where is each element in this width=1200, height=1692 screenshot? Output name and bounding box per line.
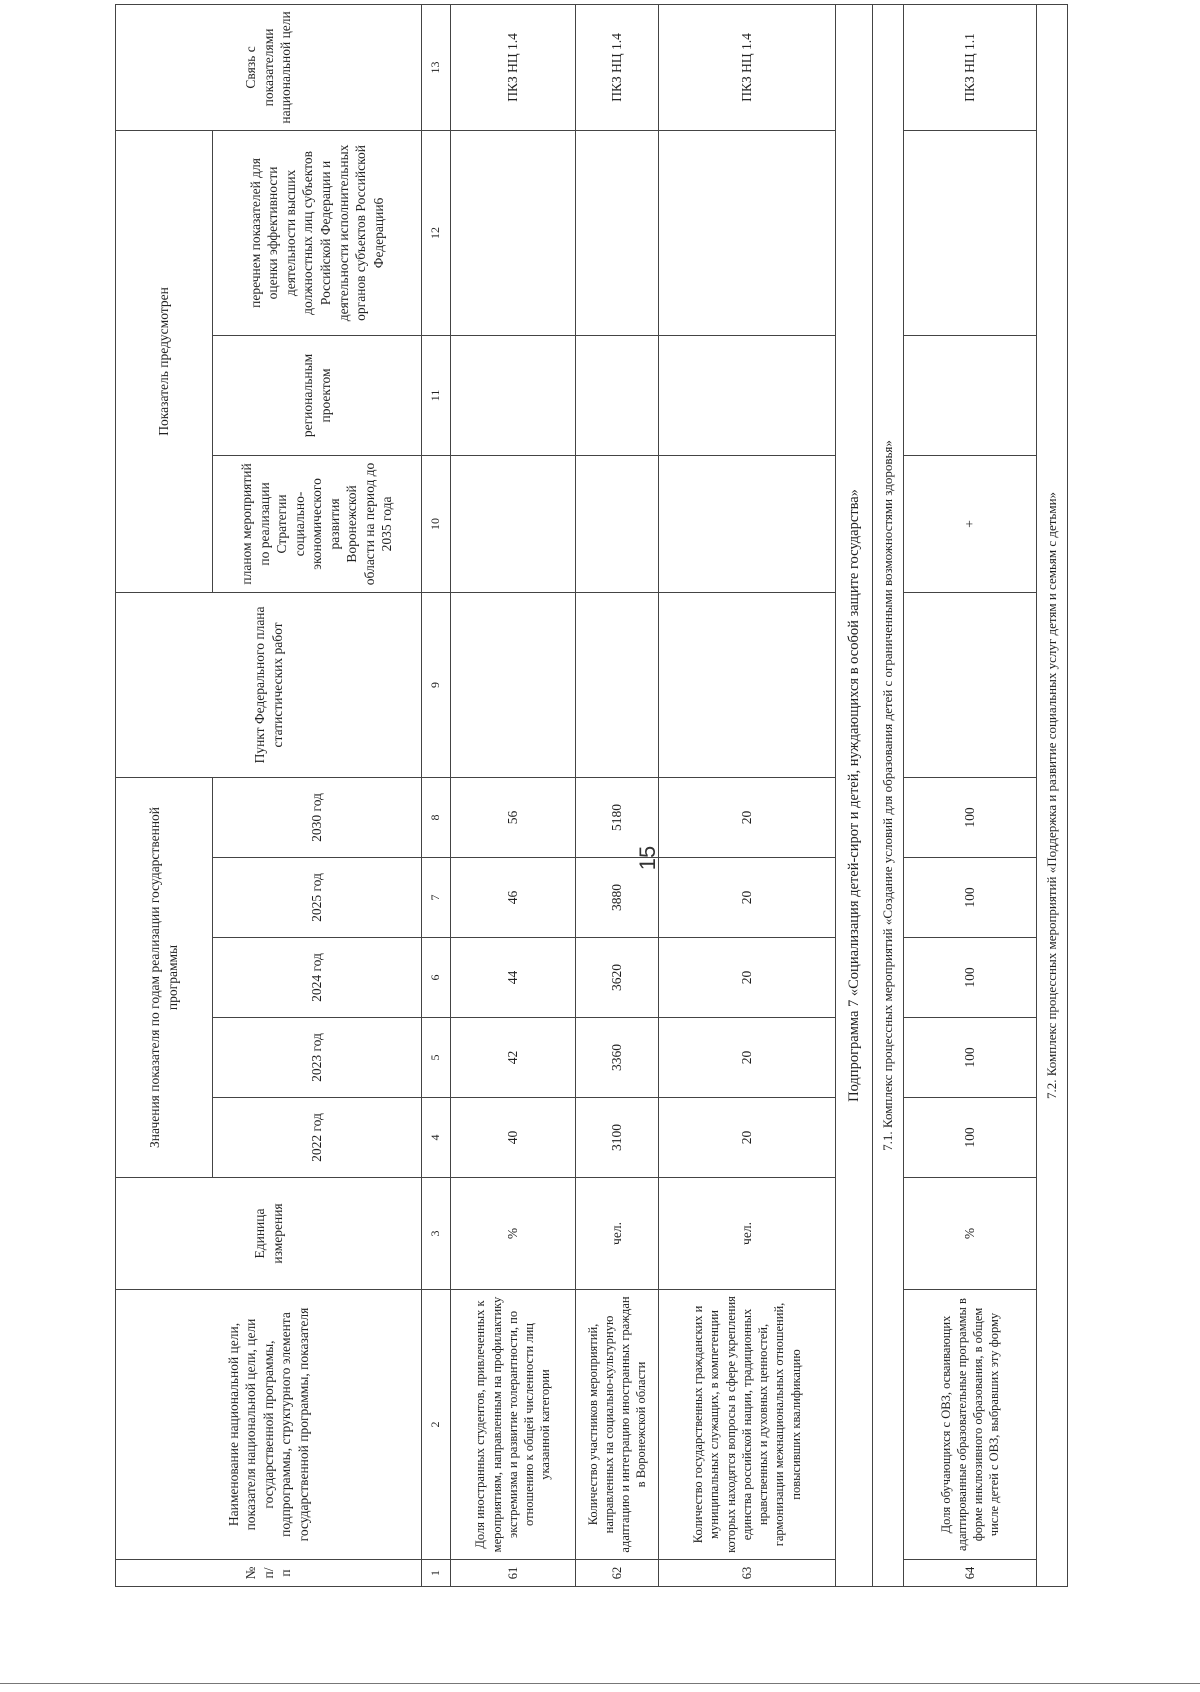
header-num: № п/п bbox=[116, 1560, 422, 1587]
column-number: 6 bbox=[422, 938, 451, 1018]
page-bottom-rule bbox=[0, 1683, 1200, 1684]
header-efficiency-list: перечнем показателей для оценки эффективности деятельности высших должностных лиц субъектов Российской Федерации и деятельности исполнительных органов субъектов Российской Федерации6 bbox=[213, 130, 422, 335]
strategy-plan-cell: + bbox=[904, 455, 1037, 592]
header-strategy-plan: планом мероприятий по реализации Стратегии социально-экономического развития Воронежской области на период до 2035 года bbox=[213, 455, 422, 592]
header-year: 2022 год bbox=[213, 1098, 422, 1178]
subprogram-heading: Подпрограмма 7 «Социализация детей-сирот и детей, нуждающихся в особой защите государства» bbox=[836, 4, 873, 1586]
efficiency-list-cell bbox=[659, 130, 836, 335]
strategy-plan-cell bbox=[576, 455, 659, 592]
strategy-plan-cell bbox=[659, 455, 836, 592]
efficiency-list-cell bbox=[904, 130, 1037, 335]
section-heading: 7.1. Комплекс процессных мероприятий «Создание условий для образования детей с ограниченными возможностями здоровья» bbox=[873, 4, 904, 1586]
fed-plan-cell bbox=[451, 592, 576, 777]
section-7-2-row bbox=[1037, 4, 1068, 1586]
regional-project-cell bbox=[451, 335, 576, 455]
unit-cell: чел. bbox=[576, 1178, 659, 1290]
header-link: Связь с показателями национальной цели bbox=[116, 4, 422, 130]
header-year: 2023 год bbox=[213, 1018, 422, 1098]
value-cell: 56 bbox=[451, 777, 576, 857]
table-row bbox=[576, 4, 659, 1586]
column-number: 11 bbox=[422, 335, 451, 455]
efficiency-list-cell bbox=[576, 130, 659, 335]
header-name: Наименование национальной цели, показателя национальной цели, цели государственной программы, подпрограммы, структурного элемента государственной программы, показателя bbox=[116, 1290, 422, 1560]
header-values-group: Значения показателя по годам реализации государственной программы bbox=[116, 777, 213, 1177]
value-cell: 42 bbox=[451, 1018, 576, 1098]
header-regional-project: региональным проектом bbox=[213, 335, 422, 455]
section-7-1-row bbox=[873, 4, 904, 1586]
fed-plan-cell bbox=[576, 592, 659, 777]
link-cell: ПКЗ НЦ 1.1 bbox=[904, 4, 1037, 130]
value-cell: 20 bbox=[659, 777, 836, 857]
regional-project-cell bbox=[659, 335, 836, 455]
column-number: 12 bbox=[422, 130, 451, 335]
row-number: 63 bbox=[659, 1560, 836, 1587]
table-row bbox=[451, 4, 576, 1586]
table-row bbox=[904, 4, 1037, 1586]
value-cell: 20 bbox=[659, 938, 836, 1018]
value-cell: 3880 bbox=[576, 858, 659, 938]
indicator-name: Количество участников мероприятий, направленных на социально-культурную адаптацию и интеграцию иностранных граждан в Воронежской области bbox=[576, 1290, 659, 1560]
regional-project-cell bbox=[904, 335, 1037, 455]
column-number: 10 bbox=[422, 455, 451, 592]
column-number: 13 bbox=[422, 4, 451, 130]
row-number: 64 bbox=[904, 1560, 1037, 1587]
indicator-name: Доля обучающихся с ОВЗ, осваивающих адаптированные образовательные программы в форме инклюзивного образования, в общем числе детей с ОВЗ, выбравших эту форму bbox=[904, 1290, 1037, 1560]
indicators-table bbox=[115, 4, 1068, 1587]
unit-cell: % bbox=[904, 1178, 1037, 1290]
value-cell: 44 bbox=[451, 938, 576, 1018]
table-row bbox=[659, 4, 836, 1586]
link-cell: ПКЗ НЦ 1.4 bbox=[659, 4, 836, 130]
regional-project-cell bbox=[576, 335, 659, 455]
strategy-plan-cell bbox=[451, 455, 576, 592]
column-number: 9 bbox=[422, 592, 451, 777]
value-cell: 100 bbox=[904, 1098, 1037, 1178]
row-number: 62 bbox=[576, 1560, 659, 1587]
unit-cell: чел. bbox=[659, 1178, 836, 1290]
indicator-name: Доля иностранных студентов, привлеченных к мероприятиям, направленным на профилактику экстремизма и развитие толерантности, по отношению к общей численности лиц указанной категории bbox=[451, 1290, 576, 1560]
fed-plan-cell bbox=[659, 592, 836, 777]
header-fed-plan: Пункт Федерального плана статистических работ bbox=[116, 592, 422, 777]
value-cell: 100 bbox=[904, 938, 1037, 1018]
column-number: 5 bbox=[422, 1018, 451, 1098]
column-number: 3 bbox=[422, 1178, 451, 1290]
value-cell: 3620 bbox=[576, 938, 659, 1018]
page-number: 15 bbox=[635, 845, 660, 871]
fed-plan-cell bbox=[904, 592, 1037, 777]
column-number: 4 bbox=[422, 1098, 451, 1178]
row-number: 61 bbox=[451, 1560, 576, 1587]
indicator-name: Количество государственных гражданских и муниципальных служащих, в компетенции которых находятся вопросы в сфере укрепления единства российской нации, традиционных нравственных и духовных ценностей, гармонизации межнациональных отношений, повысивших квалификацию bbox=[659, 1290, 836, 1560]
column-number: 1 bbox=[422, 1560, 451, 1587]
efficiency-list-cell bbox=[451, 130, 576, 335]
header-year: 2024 год bbox=[213, 938, 422, 1018]
value-cell: 100 bbox=[904, 858, 1037, 938]
value-cell: 20 bbox=[659, 1018, 836, 1098]
column-number: 8 bbox=[422, 777, 451, 857]
column-number: 7 bbox=[422, 858, 451, 938]
section-subprogram-row bbox=[836, 4, 873, 1586]
value-cell: 3360 bbox=[576, 1018, 659, 1098]
section-heading: 7.2. Комплекс процессных мероприятий «Поддержка и развитие социальных услуг детям и семьям с детьми» bbox=[1037, 4, 1068, 1586]
value-cell: 20 bbox=[659, 858, 836, 938]
value-cell: 46 bbox=[451, 858, 576, 938]
link-cell: ПКЗ НЦ 1.4 bbox=[451, 4, 576, 130]
header-unit: Единица измерения bbox=[116, 1178, 422, 1290]
header-year: 2025 год bbox=[213, 858, 422, 938]
value-cell: 40 bbox=[451, 1098, 576, 1178]
link-cell: ПКЗ НЦ 1.4 bbox=[576, 4, 659, 130]
value-cell: 3100 bbox=[576, 1098, 659, 1178]
rotated-table-container bbox=[115, 5, 1059, 1587]
header-provided-group: Показатель предусмотрен bbox=[116, 130, 213, 592]
column-numbers-row bbox=[422, 4, 451, 1586]
value-cell: 100 bbox=[904, 1018, 1037, 1098]
value-cell: 5180 bbox=[576, 777, 659, 857]
value-cell: 20 bbox=[659, 1098, 836, 1178]
column-number: 2 bbox=[422, 1290, 451, 1560]
unit-cell: % bbox=[451, 1178, 576, 1290]
value-cell: 100 bbox=[904, 777, 1037, 857]
header-year: 2030 год bbox=[213, 777, 422, 857]
